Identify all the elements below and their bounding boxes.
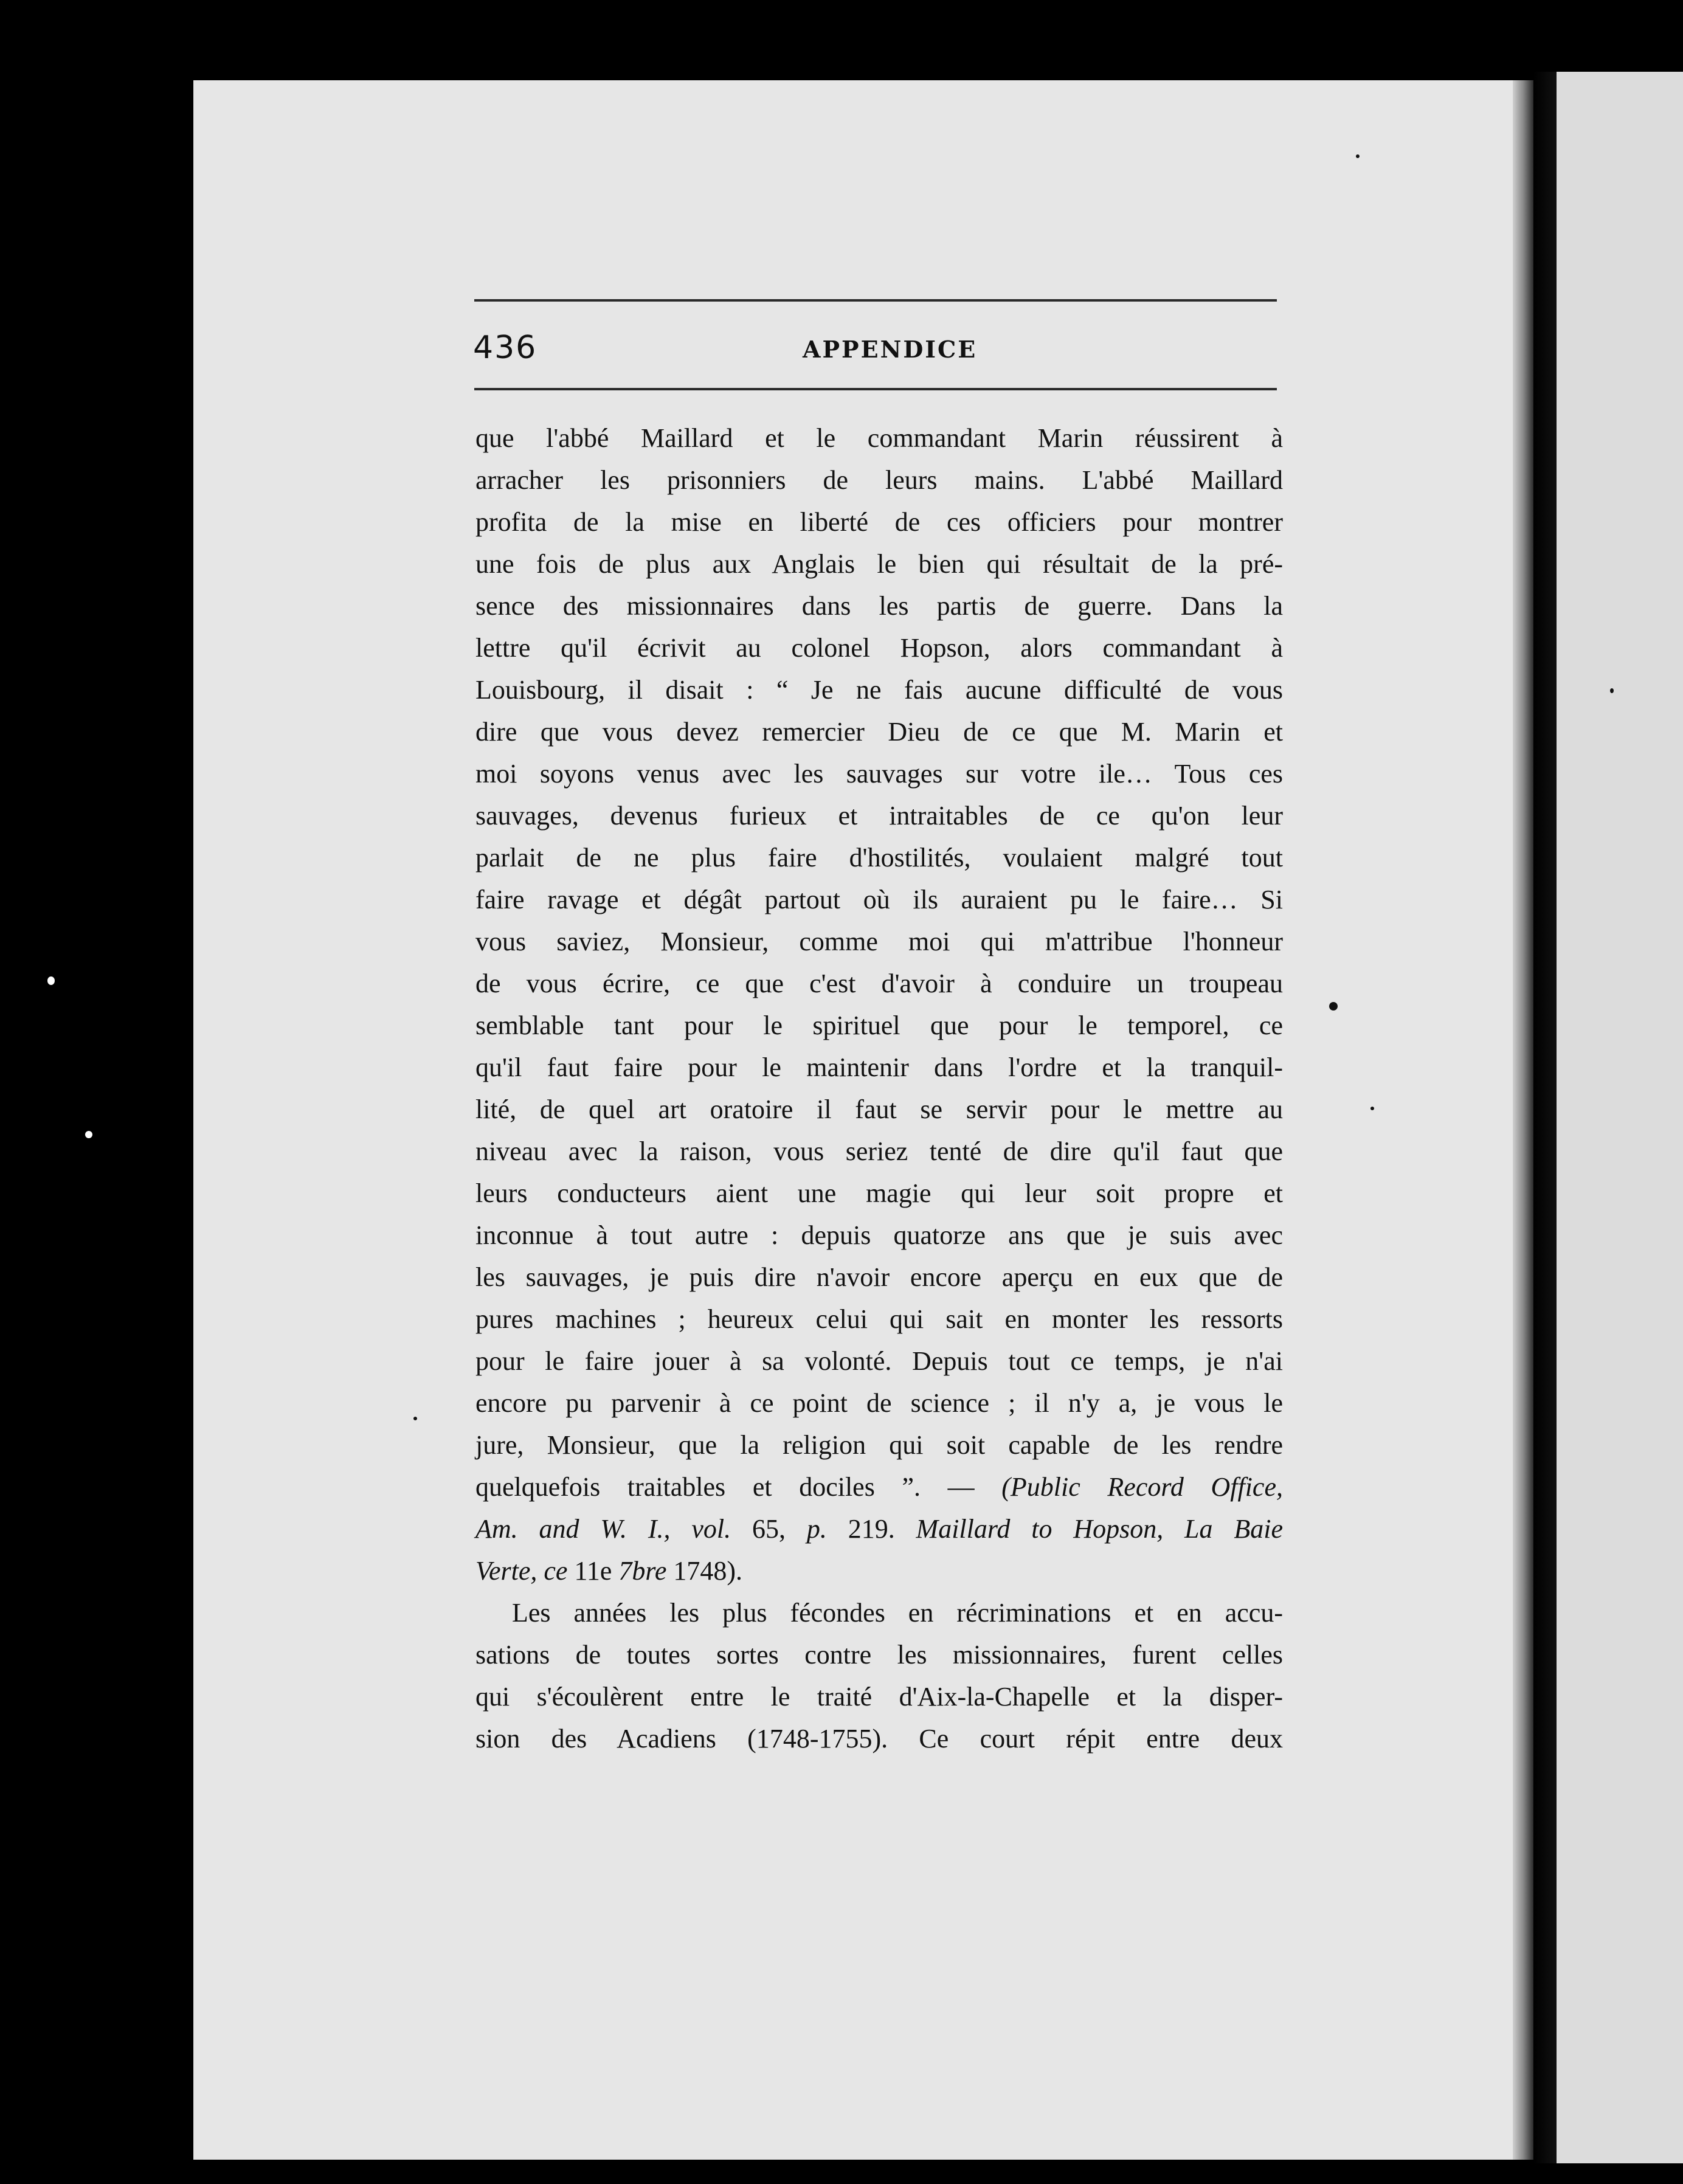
- header-rule-top: [474, 299, 1277, 302]
- citation-line: [475, 1508, 1283, 1550]
- text-line: les sauvages, je puis dire n'avoir encore aperçu en eux que de: [475, 1262, 1283, 1292]
- citation-day: 11e: [574, 1556, 612, 1586]
- facing-page-edge: [1557, 72, 1683, 2163]
- citation-text: quelquefois traitables et dociles ”. —: [475, 1472, 975, 1502]
- text-line: leurs conducteurs aient une magie qui leur soit propre et: [475, 1178, 1283, 1208]
- text-line: profita de la mise en liberté de ces officiers pour montrer: [475, 507, 1283, 537]
- citation-page-label: p.: [806, 1514, 827, 1544]
- citation-line: [475, 1466, 1283, 1508]
- text-line: lité, de quel art oratoire il faut se servir pour le mettre au: [475, 1094, 1283, 1124]
- text-line: encore pu parvenir à ce point de science ; il n'y a, je vous le: [475, 1388, 1283, 1418]
- text-line: jure, Monsieur, que la religion qui soit capable de les rendre: [475, 1430, 1283, 1460]
- text-line: Louisbourg, il disait : “ Je ne fais aucune difficulté de vous: [475, 675, 1283, 705]
- text-line: niveau avec la raison, vous seriez tenté de dire qu'il faut que: [475, 1136, 1283, 1166]
- citation-source: (Public Record Office,: [1001, 1472, 1283, 1502]
- scan-speck: [47, 976, 55, 985]
- citation-month: 7bre: [618, 1556, 667, 1586]
- running-title: APPENDICE: [803, 336, 978, 363]
- citation-source: Am. and W. I., vol.: [475, 1514, 731, 1544]
- text-line: sations de toutes sortes contre les missionnaires, furent celles: [475, 1640, 1283, 1670]
- citation-page: 219.: [848, 1514, 895, 1544]
- text-line: sauvages, devenus furieux et intraitables de ce qu'on leur: [475, 801, 1283, 831]
- text-line: une fois de plus aux Anglais le bien qui résultait de la pré-: [475, 549, 1283, 579]
- header-rule-bottom: [474, 388, 1277, 390]
- text-line: pour le faire jouer à sa volonté. Depuis tout ce temps, je n'ai: [475, 1346, 1283, 1376]
- scan-speck: [1356, 154, 1360, 158]
- text-line: moi soyons venus avec les sauvages sur votre ile… Tous ces: [475, 759, 1283, 789]
- citation-place: Verte, ce: [475, 1556, 568, 1586]
- text-line: sion des Acadiens (1748-1755). Ce court répit entre deux: [475, 1724, 1283, 1754]
- citation-letter-title: Maillard to Hopson, La Baie: [916, 1514, 1284, 1544]
- text-line: lettre qu'il écrivit au colonel Hopson, alors commandant à: [475, 633, 1283, 663]
- text-line: sence des missionnaires dans les partis de guerre. Dans la: [475, 591, 1283, 621]
- page-edge-shadow: [1513, 80, 1533, 2160]
- text-line: faire ravage et dégât partout où ils auraient pu le faire… Si: [475, 885, 1283, 914]
- text-line: pures machines ; heureux celui qui sait en monter les ressorts: [475, 1304, 1283, 1334]
- text-line: dire que vous devez remercier Dieu de ce que M. Marin et: [475, 717, 1283, 747]
- gutter-shadow: [1533, 72, 1557, 2163]
- text-line: que l'abbé Maillard et le commandant Marin réussirent à: [475, 423, 1283, 453]
- scan-speck: [1370, 1107, 1374, 1110]
- text-line: qu'il faut faire pour le maintenir dans l'ordre et la tranquil-: [475, 1052, 1283, 1082]
- body-text: [475, 417, 1283, 1760]
- text-line: inconnue à tout autre : depuis quatorze ans que je suis avec: [475, 1220, 1283, 1250]
- citation-volume: 65,: [752, 1514, 786, 1544]
- text-line: qui s'écoulèrent entre le traité d'Aix-la-Chapelle et la disper-: [475, 1682, 1283, 1712]
- text-line: de vous écrire, ce que c'est d'avoir à conduire un troupeau: [475, 969, 1283, 998]
- text-line: vous saviez, Monsieur, comme moi qui m'attribue l'honneur: [475, 927, 1283, 956]
- scan-speck: [1329, 1002, 1338, 1011]
- text-line: semblable tant pour le spirituel que pour le temporel, ce: [475, 1011, 1283, 1040]
- scan-speck: [85, 1131, 92, 1138]
- scan-speck: [1610, 688, 1614, 693]
- citation-year: 1748).: [673, 1556, 743, 1586]
- text-line: parlait de ne plus faire d'hostilités, voulaient malgré tout: [475, 843, 1283, 873]
- text-line: Les années les plus fécondes en récriminations et en accu-: [512, 1598, 1283, 1628]
- scan-speck: [413, 1417, 417, 1420]
- citation-line: [475, 1550, 1283, 1592]
- text-line: arracher les prisonniers de leurs mains. L'abbé Maillard: [475, 465, 1283, 495]
- page-number: 436: [473, 330, 537, 366]
